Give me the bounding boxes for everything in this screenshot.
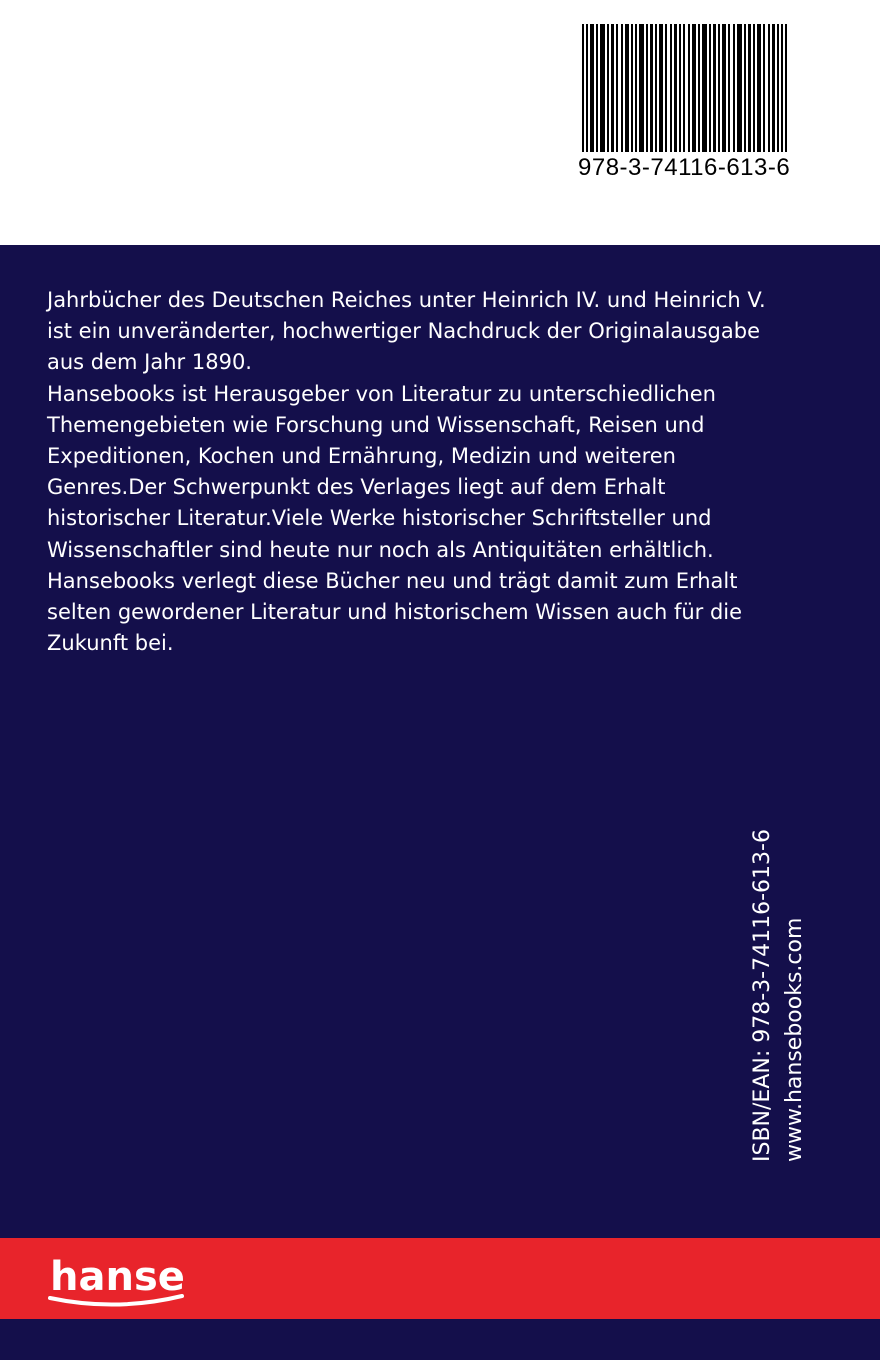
description-line: Jahrbücher des Deutschen Reiches unter Heinrich IV. und Heinrich V. xyxy=(47,288,766,312)
description-line: Genres.Der Schwerpunkt des Verlages liegt auf dem Erhalt xyxy=(47,475,666,500)
description-line: historischer Literatur.Viele Werke historischer Schriftsteller und xyxy=(47,506,712,531)
description-line: Expeditionen, Kochen und Ernährung, Medizin und weiteren xyxy=(47,444,676,469)
description-line: Hansebooks ist Herausgeber von Literatur zu unterschiedlichen xyxy=(47,381,716,406)
description-line: aus dem Jahr 1890. xyxy=(47,350,252,375)
description-line: ist ein unveränderter, hochwertiger Nachdruck der Originalausgabe xyxy=(47,319,760,344)
bottom-navy-strip xyxy=(0,1319,880,1360)
description-line: Themengebieten wie Forschung und Wissenschaft, Reisen und xyxy=(47,412,705,437)
book-description xyxy=(47,285,847,659)
description-line: Wissenschaftler sind heute nur noch als Antiquitäten erhältlich. xyxy=(47,537,714,562)
hanse-logo xyxy=(46,1248,196,1314)
description-line: Hansebooks verlegt diese Bücher neu und trägt damit zum Erhalt xyxy=(47,568,738,593)
barcode xyxy=(578,24,790,182)
barcode-number: 978-3-74116-613-6 xyxy=(578,154,791,181)
barcode-bars xyxy=(578,24,790,152)
description-line: Zukunft bei. xyxy=(47,631,174,656)
description-line: selten gewordener Literatur und historischem Wissen auch für die xyxy=(47,600,743,625)
logo-wordmark: hanse xyxy=(50,1254,185,1300)
isbn-vertical-text: ISBN/EAN: 978-3-74116-613-6 xyxy=(750,829,775,1162)
website-vertical-text: www.hansebooks.com xyxy=(782,917,807,1162)
